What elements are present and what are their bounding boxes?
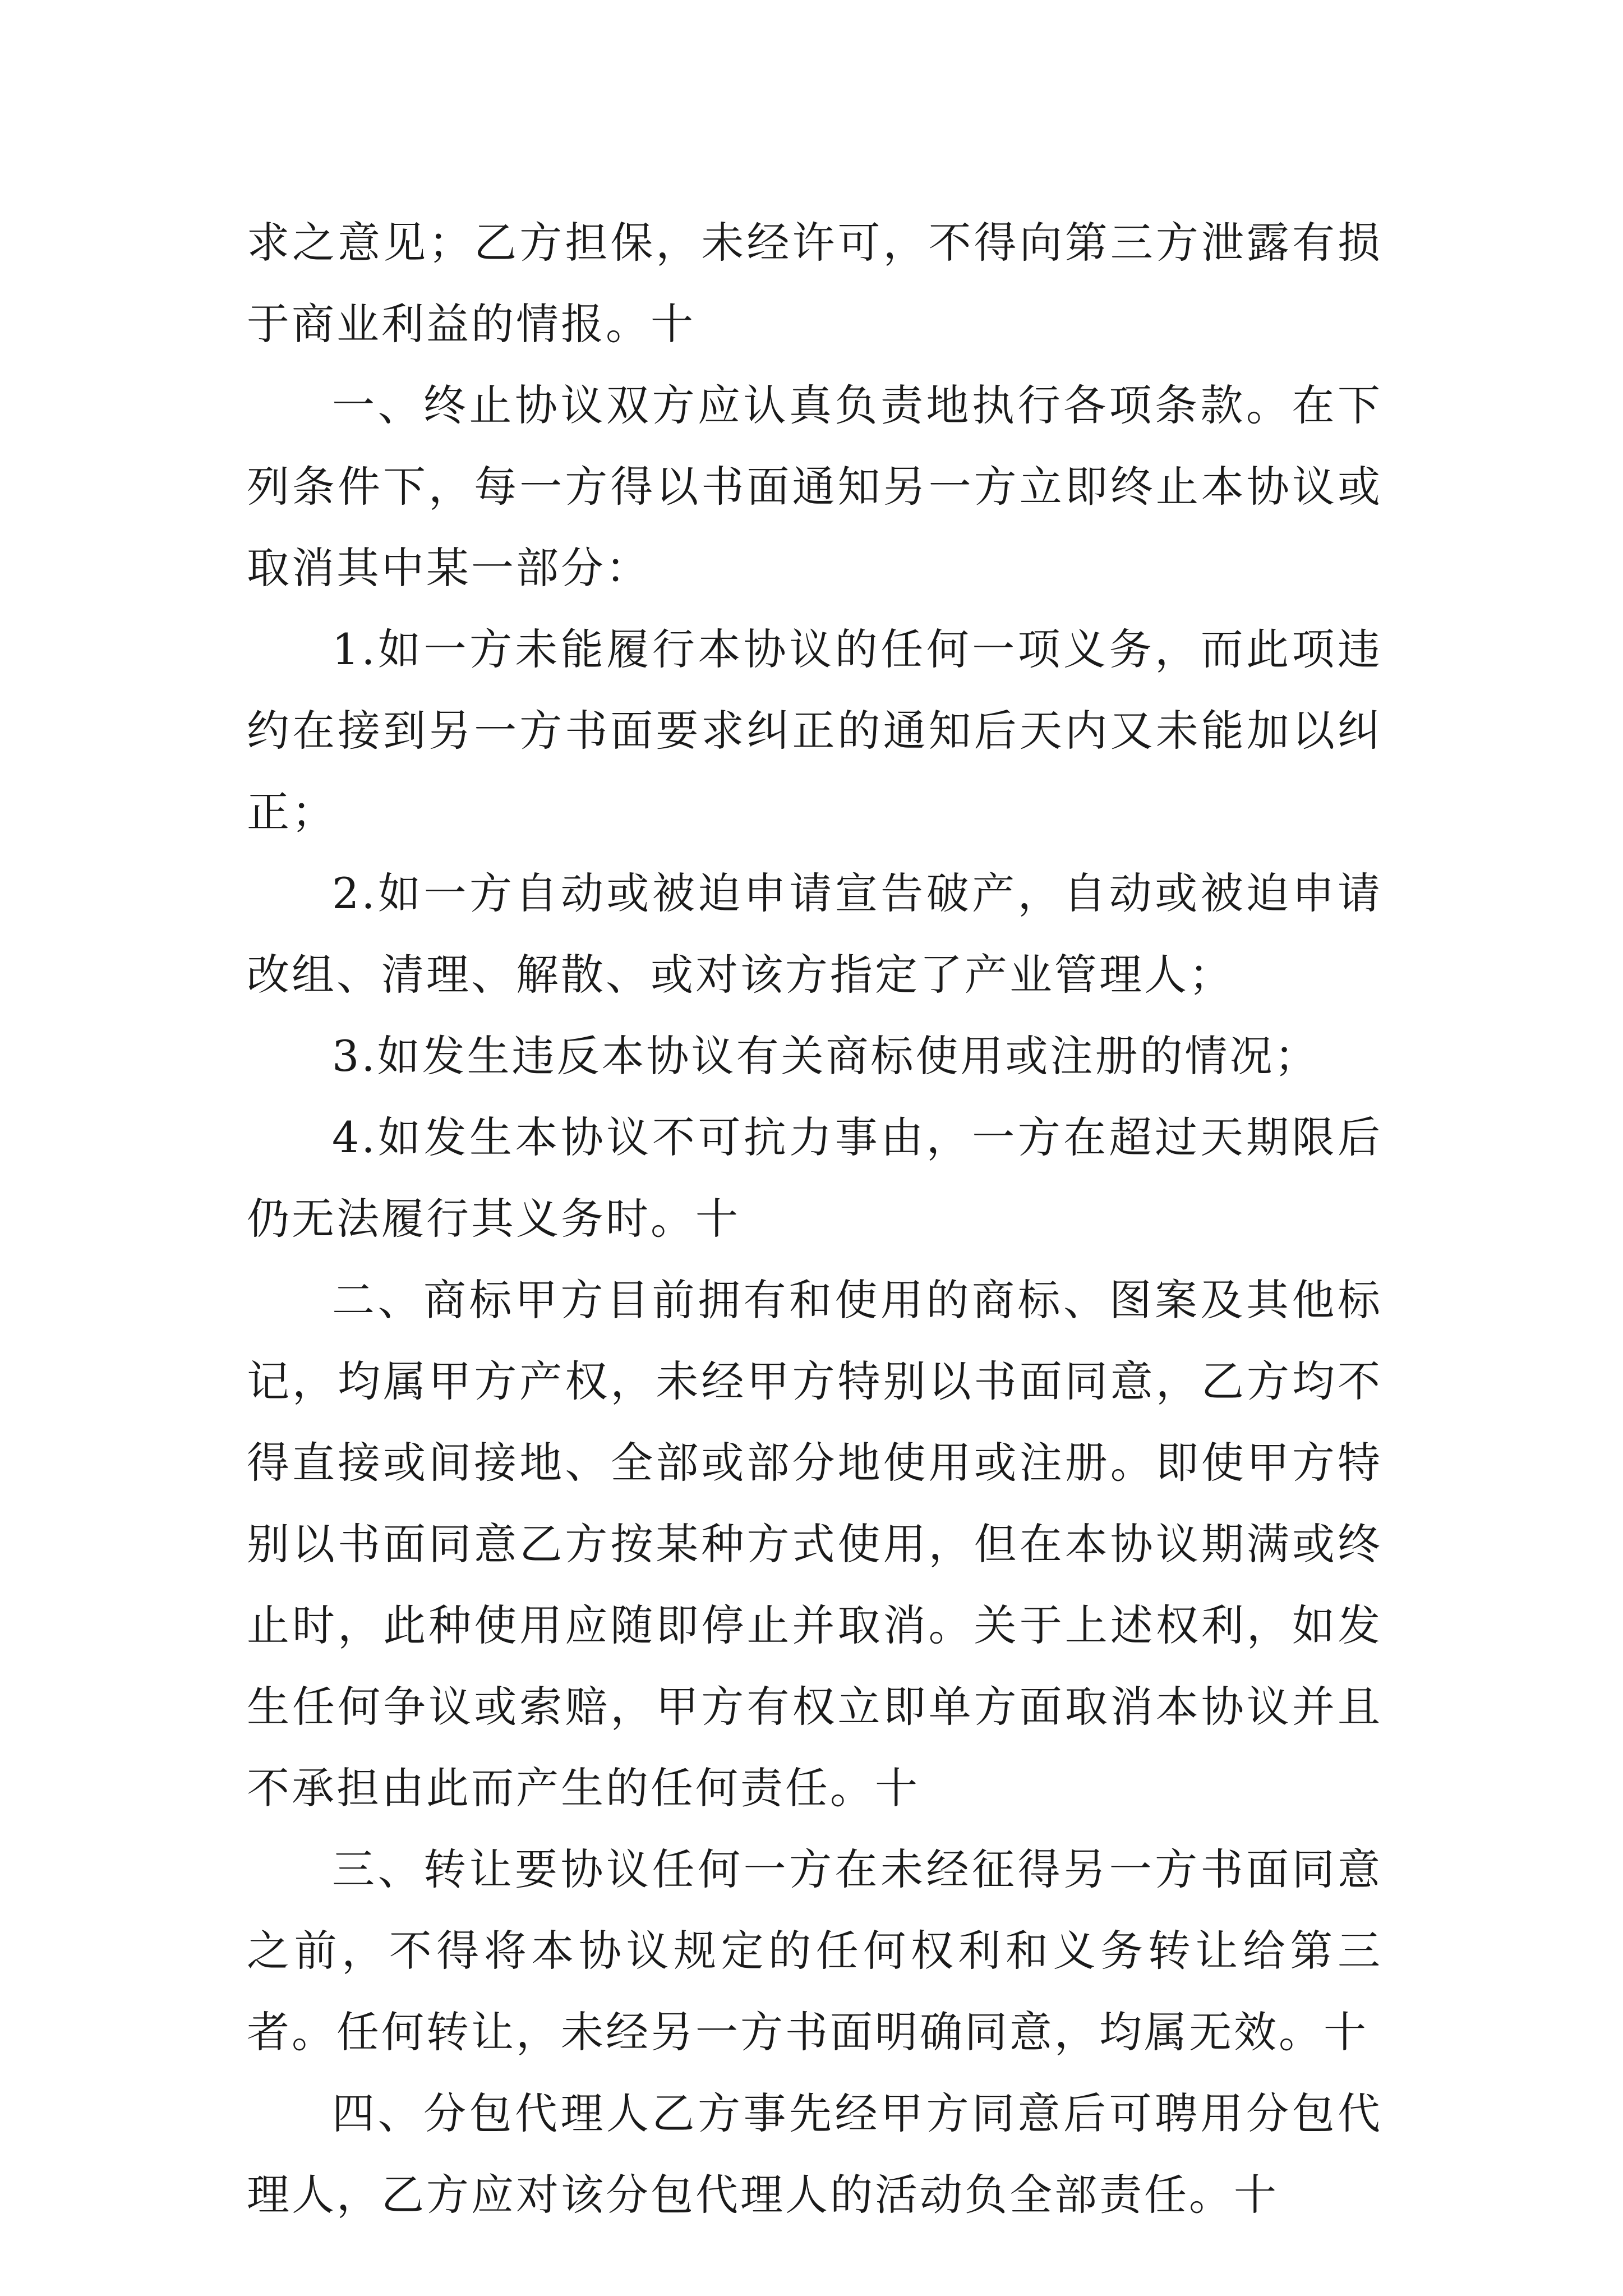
paragraph-item-2: 2.如一方自动或被迫申请宣告破产，自动或被迫申请改组、清理、解散、或对该方指定了产业管理人；	[247, 868, 1382, 1000]
paragraph-item-3: 3.如发生违反本协议有关商标使用或注册的情况；	[332, 1031, 1320, 1081]
paragraph-assignment: 三、转让要协议任何一方在未经征得另一方书面同意之前，不得将本协议规定的任何权利和义务转让给第三者。任何转让，未经另一方书面明确同意，均属无效。十	[247, 1844, 1382, 2057]
paragraph-item-4: 4.如发生本协议不可抗力事由，一方在超过天期限后仍无法履行其义务时。十	[247, 1112, 1382, 1244]
paragraph-item-1: 1.如一方未能履行本协议的任何一项义务，而此项违约在接到另一方书面要求纠正的通知后天内又未能加以纠正；	[247, 624, 1382, 837]
document-page	[247, 202, 1382, 2235]
paragraph-subagent: 四、分包代理人乙方事先经甲方同意后可聘用分包代理人，乙方应对该分包代理人的活动负全部责任。十	[247, 2088, 1382, 2220]
paragraph-continuation: 求之意见；乙方担保，未经许可，不得向第三方泄露有损于商业利益的情报。十	[247, 218, 1382, 349]
paragraph-trademark: 二、商标甲方目前拥有和使用的商标、图案及其他标记，均属甲方产权，未经甲方特别以书面同意，乙方均不得直接或间接地、全部或部分地使用或注册。即使甲方特别以书面同意乙方按某种方式使用，但在本协议期满或终止时，此种使用应随即停止并取消。关于上述权利，如发生任何争议或索赔，甲方有权立即单方面取消本协议并且不承担由此而产生的任何责任。十	[247, 1275, 1382, 1813]
paragraph-termination: 一、终止协议双方应认真负责地执行各项条款。在下列条件下，每一方得以书面通知另一方立即终止本协议或取消其中某一部分：	[247, 380, 1382, 593]
